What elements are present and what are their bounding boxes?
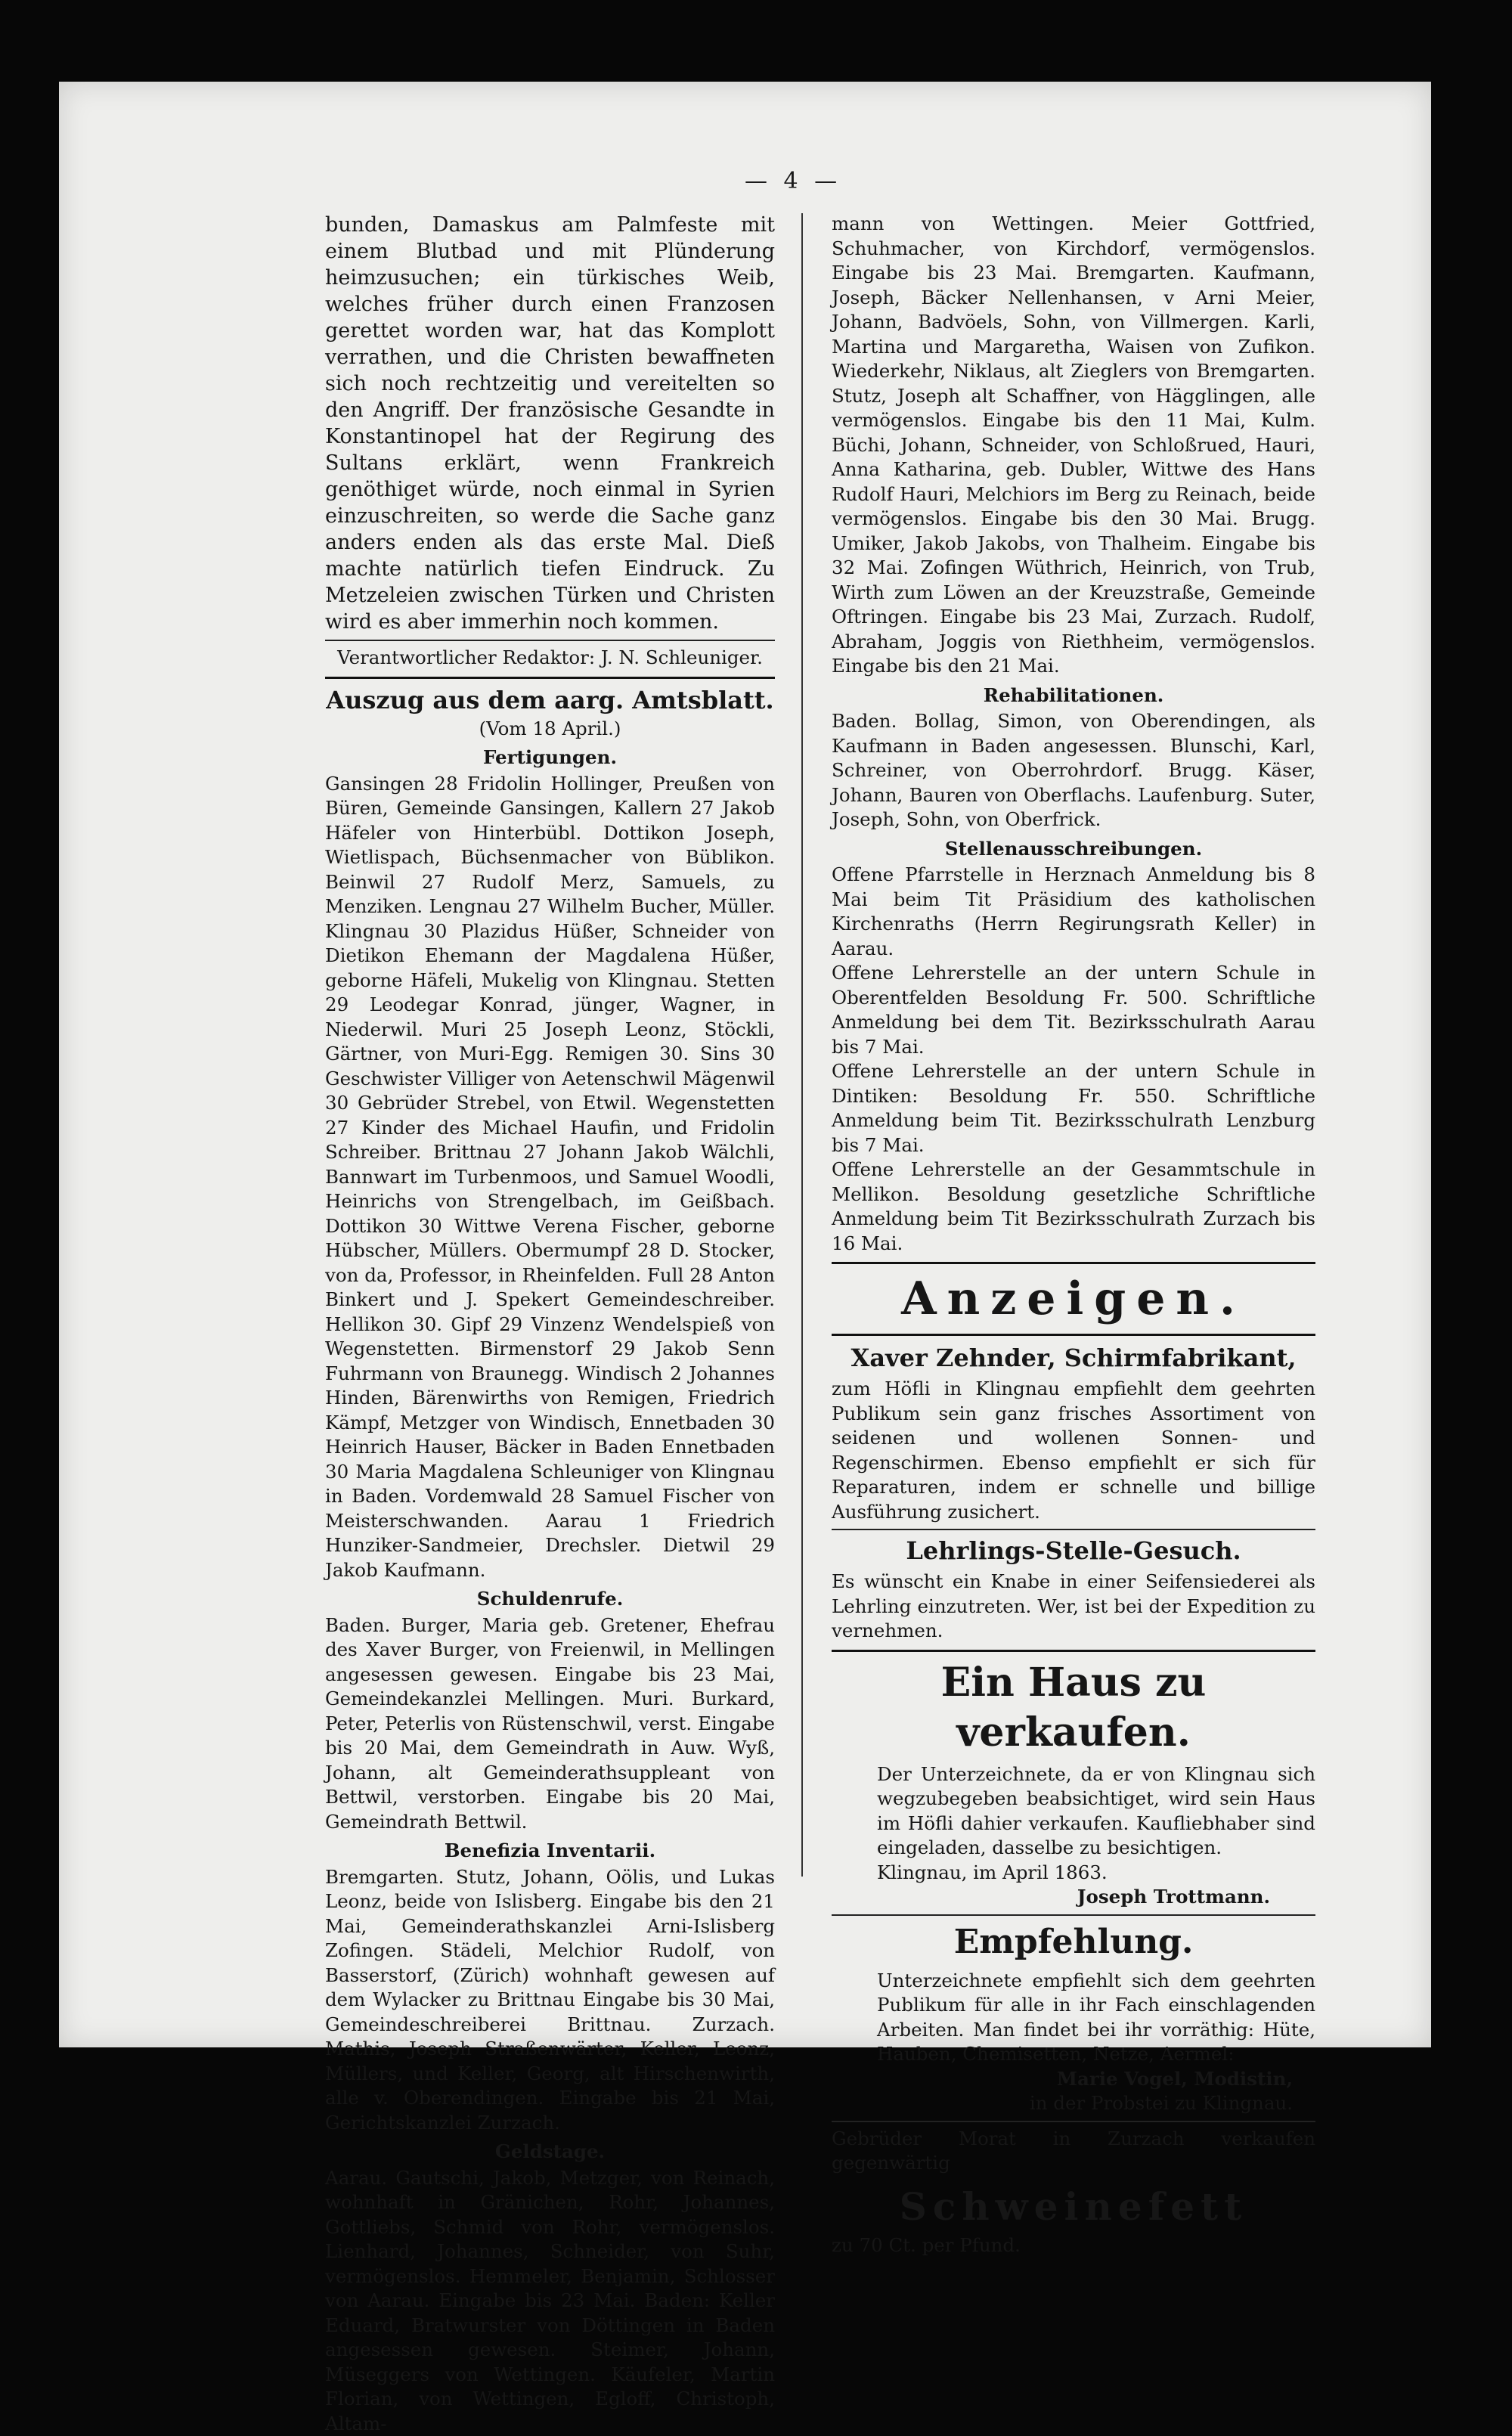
ad-empfehlung-signature: Marie Vogel, Modistin, [832,2067,1315,2092]
section-title-fertigungen: Fertigungen. [325,745,775,770]
anzeigen-heading: Anzeigen. [832,1270,1315,1328]
section-text-benefizia: Bremgarten. Stutz, Johann, Oölis, und Lukas Leonz, beide von Islisberg. Eingabe bis den 21 Mai, Gemeinderathskanzlei Arni-Islisberg Zofingen. Städeli, Melchior Rudolf, von Basserstorf, (Zürich) wohnhaft gewesen auf dem Wylacker zu Brittnau Eingabe bis 30 Mai, Gemeindeschreiberei Brittnau. Zurzach. Mathis, Joseph Straßenwärter, Keller, Leonz, Müllers, und Keller, Georg, alt Hirschenwirth, alle v. Oberendingen. Eingabe bis 21 Mai, Gerichtskanzlei Zurzach. [325,1865,775,2136]
ad-zehnder-title: Xaver Zehnder, Schirmfabrikant, [832,1342,1315,1374]
stellen-item: Offene Lehrerstelle an der untern Schule in Dintiken: Besoldung Fr. 550. Schriftliche Anmeldung beim Tit. Bezirksschulrath Lenzburg bis 7 Mai. [832,1059,1315,1158]
ad-haus-text: Der Unterzeichnete, da er von Klingnau sich wegzubegeben beabsichtiget, wird sein Haus im Höfli dahier verkaufen. Kaufliebhaber sind eingeladen, dasselbe zu besichtigen. [832,1762,1315,1861]
divider [325,677,775,679]
divider [832,1262,1315,1264]
intro-paragraph: bunden, Damaskus am Palmfeste mit einem Blutbad und mit Plünderung heimzusuchen; ein türkisches Weib, welches früher durch einen Franzosen gerettet worden war, hat das Komplott verrathen, und die Christen bewaffneten sich noch rechtzeitig und vereitelten so den Angriff. Der französische Gesandte in Konstantinopel hat der Regirung des Sultans erklärt, wenn Frankreich genöthiget würde, noch einmal in Syrien einzuschreiten, so werde die Sache ganz anders enden als das erste Mal. Dieß machte natürlich tiefen Eindruck. Zu Metzeleien zwischen Türken und Christen wird es aber immerhin noch kommen. [325,212,775,635]
section-title-rehabilitationen: Rehabilitationen. [832,683,1315,708]
ad-lehrling-title: Lehrlings-Stelle-Gesuch. [832,1535,1315,1567]
right-column [832,212,1315,2258]
section-text-fertigungen: Gansingen 28 Fridolin Hollinger, Preußen von Büren, Gemeinde Gansingen, Kallern 27 Jakob Häfeler von Hinterbübl. Dottikon Joseph, Wietlispach, Büchsenmacher von Büblikon. Beinwil 27 Rudolf Merz, Samuels, zu Menziken. Lengnau 27 Wilhelm Bucher, Müller. Klingnau 30 Plazidus Hüßer, Schneider von Dietikon Ehemann der Magdalena Hüßer, geborne Häfeli, Mukelig von Klingnau. Stetten 29 Leodegar Konrad, jünger, Wagner, in Niederwil. Muri 25 Joseph Leonz, Stöckli, Gärtner, von Muri-Egg. Remigen 30. Sins 30 Geschwister Villiger von Aetenschwil Mägenwil 30 Gebrüder Strebel, von Etwil. Wegenstetten 27 Kinder des Michael Haufin, und Fridolin Schreiber. Brittnau 27 Johann Jakob Wälchli, Bannwart im Turbenmoos, und Samuel Woodli, Heinrichs von Strengelbach, im Geißbach. Dottikon 30 Wittwe Verena Fischer, geborne Hübscher, Müllers. Obermumpf 28 D. Stocker, von da, Professor, in Rheinfelden. Full 28 Anton Binkert und J. Spekert Gemeindeschreiber. Hellikon 30. Gipf 29 Vinzenz Wendelspieß von Wegenstetten. Birmenstorf 29 Jakob Senn Fuhrmann von Braunegg. Windisch 2 Johannes Hinden, Bärenwirths von Remigen, Friedrich Kämpf, Metzger von Windisch, Ennetbaden 30 Heinrich Hauser, Bäcker in Baden Ennetbaden 30 Maria Magdalena Schleuniger von Klingnau in Baden. Vordemwald 28 Samuel Fischer von Meisterschwanden. Aarau 1 Friedrich Hunziker-Sandmeier, Drechsler. Dietwil 29 Jakob Kaufmann. [325,772,775,1583]
geldstage-continuation: mann von Wettingen. Meier Gottfried, Schuhmacher, von Kirchdorf, vermögenslos. Eingabe bis 23 Mai. Bremgarten. Kaufmann, Joseph, Bäcker Nellenhansen, v Arni Meier, Johann, Badvöels, Sohn, von Villmergen. Karli, Martina und Margaretha, Waisen von Zufikon. Wiederkehr, Niklaus, alt Zieglers von Bremgarten. Stutz, Joseph alt Schaffner, von Hägglingen, alle vermögenslos. Eingabe bis den 11 Mai, Kulm. Büchi, Johann, Schneider, von Schloßrued, Hauri, Anna Katharina, geb. Dubler, Wittwe des Hans Rudolf Hauri, Melchiors im Berg zu Reinach, beide vermögenslos. Eingabe bis den 30 Mai. Brugg. Umiker, Jakob Jakobs, von Thalheim. Eingabe bis 32 Mai. Zofingen Wüthrich, Heinrich, von Trub, Wirth zum Löwen an der Kreuzstraße, Gemeinde Oftringen. Eingabe bis 23 Mai, Zurzach. Rudolf, Abraham, Joggis von Riethheim, vermögenslos. Eingabe bis den 21 Mai. [832,212,1315,679]
ad-haus-title: Ein Haus zu verkaufen. [832,1658,1315,1758]
ad-haus-place-date: Klingnau, im April 1863. [832,1861,1315,1886]
stellen-item: Offene Lehrerstelle an der untern Schule in Oberentfelden Besoldung Fr. 500. Schriftliche Anmeldung bei dem Tit. Bezirksschulrath Aarau bis 7 Mai. [832,961,1315,1059]
amtsblatt-headline: Auszug aus dem aarg. Amtsblatt. [325,685,775,715]
ad-empfehlung-title: Empfehlung. [832,1920,1315,1964]
ad-haus-signature: Joseph Trottmann. [832,1885,1315,1910]
divider [832,1914,1315,1916]
section-text-schuldenrufe: Baden. Burger, Maria geb. Gretener, Ehefrau des Xaver Burger, von Freienwil, in Mellingen angesessen gewesen. Eingabe bis 23 Mai, Gemeindekanzlei Mellingen. Muri. Burkard, Peter, Peterlis von Rüstenschwil, verst. Eingabe bis 20 Mai, dem Gemeindrath in Auw. Wyß, Johann, alt Gemeinderathsuppleant von Bettwil, verstorben. Eingabe bis 20 Mai, Gemeindrath Bettwil. [325,1613,775,1835]
ad-morat-intro: Gebrüder Morat in Zurzach verkaufen gegenwärtig [832,2127,1315,2176]
ad-empfehlung-text: Unterzeichnete empfiehlt sich dem geehrten Publikum für alle in ihr Fach einschlagenden Arbeiten. Man findet bei ihr vorräthig: Hüte, Hauben, Chemisetten, Netze, Aermel: [832,1969,1315,2067]
divider [325,640,775,641]
column-divider [801,213,803,1877]
section-text-rehabilitationen: Baden. Bollag, Simon, von Oberendingen, als Kaufmann in Baden angesessen. Blunschi, Karl, Schreiner, von Oberrohrdorf. Brugg. Käser, Johann, Bauren von Oberflachs. Laufenburg. Suter, Joseph, Sohn, von Oberfrick. [832,709,1315,832]
page-number: — 4 — [745,168,841,194]
section-title-geldstage: Geldstage. [325,2140,775,2165]
section-title-schuldenrufe: Schuldenrufe. [325,1587,775,1612]
stellen-item: Offene Pfarrstelle in Herznach Anmeldung bis 8 Mai beim Tit Präsidium des katholischen Kirchenraths (Herrn Regirungsrath Keller) in Aarau. [832,863,1315,961]
dateline: (Vom 18 April.) [325,717,775,742]
editor-line: Verantwortlicher Redaktor: J. N. Schleuniger. [325,646,775,671]
divider [832,1529,1315,1530]
ad-morat-price: zu 70 Ct. per Pfund. [832,2233,1315,2258]
section-title-benefizia: Benefizia Inventarii. [325,1839,775,1864]
stellen-item: Offene Lehrerstelle an der Gesammtschule in Mellikon. Besoldung gesetzliche Schriftliche Anmeldung beim Tit Bezirksschulrath Zurzach bis 16 Mai. [832,1158,1315,1256]
ad-morat-product: Schweinefett [832,2182,1315,2232]
ad-lehrling-text: Es wünscht ein Knabe in einer Seifensiederei als Lehrling einzutreten. Wer, ist bei der Expedition zu vernehmen. [832,1570,1315,1644]
divider [832,2121,1315,2122]
left-column [325,212,775,2436]
ad-zehnder-text: zum Höfli in Klingnau empfiehlt dem geehrten Publikum sein ganz frisches Assortiment von seidenen und wollenen Sonnen- und Regenschirmen. Ebenso empfiehlt er sich für Reparaturen, indem er schnelle und billige Ausführung zusichert. [832,1377,1315,1524]
section-title-stellen: Stellenausschreibungen. [832,837,1315,862]
section-text-geldstage: Aarau. Gautschi, Jakob, Metzger, von Reinach, wohnhaft in Gränichen, Rohr, Johannes, Gottliebs, Schmid von Rohr, vermögenslos. Lienhard, Johannes, Schneider, von Suhr, vermögenslos. Hemmeler, Benjamin, Schlosser von Aarau. Eingabe bis 23 Mai. Baden: Keller Eduard, Bratwurster von Döttingen in Baden angesessen gewesen. Steimer, Johann, Müseggers von Wettingen. Käufeler, Martin Florian, von Wettingen, Egloff, Christoph, Altam- [325,2166,775,2436]
divider [832,1650,1315,1652]
divider [832,1334,1315,1336]
ad-empfehlung-place: in der Probstei zu Klingnau. [832,2091,1315,2116]
